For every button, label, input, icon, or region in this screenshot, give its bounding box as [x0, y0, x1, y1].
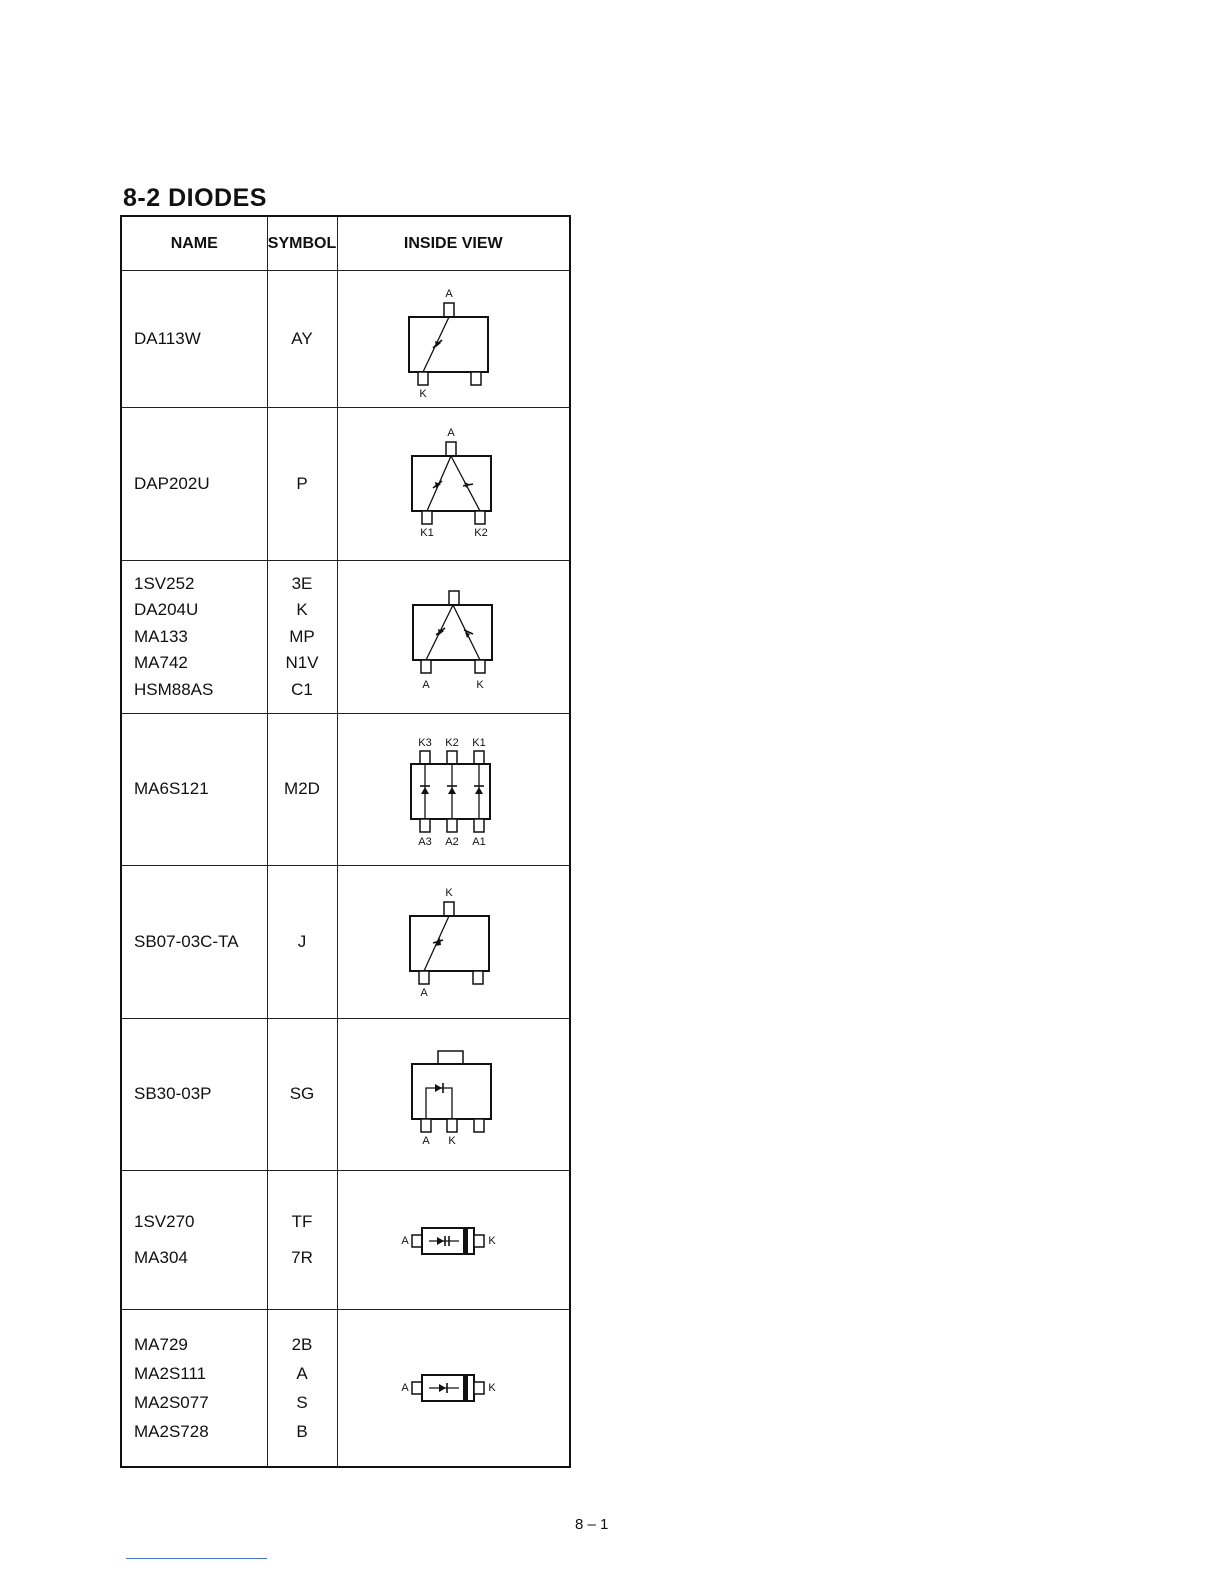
part-symbol: S	[296, 1392, 308, 1412]
section-title: 8-2 DIODES	[123, 184, 267, 212]
pin-label-bottom-left: K1	[420, 527, 434, 539]
sot323-dual-series-diagram	[393, 575, 513, 699]
part-name: SB07-03C-TA	[134, 931, 239, 951]
sot323-dual-common-anode-diagram	[393, 422, 513, 546]
pin-label-right: K	[488, 1235, 496, 1247]
table-row	[121, 866, 570, 1019]
part-name: HSM88AS	[134, 679, 214, 699]
part-symbol: N1V	[285, 653, 319, 673]
symbol-cell	[267, 408, 337, 561]
pin-label-right: K	[488, 1381, 496, 1394]
pin-label-bottom-right: K	[476, 679, 484, 691]
name-cell	[121, 271, 267, 408]
symbol-cell	[267, 866, 337, 1019]
part-symbol: B	[296, 1421, 308, 1441]
symbol-cell	[267, 271, 337, 408]
part-name: MA729	[134, 1334, 188, 1354]
table-header-row	[121, 216, 570, 271]
part-symbol: MP	[289, 626, 315, 646]
inside-view-cell	[337, 714, 570, 866]
part-name: DA113W	[134, 328, 201, 348]
table-row	[121, 1310, 570, 1467]
part-symbol: SG	[289, 1084, 315, 1104]
part-name: SB30-03P	[134, 1084, 212, 1104]
pin-label-bottom-2: K	[448, 1134, 456, 1147]
pin-label-top-2: K2	[445, 736, 459, 749]
pin-label-bottom-left: A	[422, 679, 430, 691]
header-name: NAME	[121, 216, 267, 271]
pin-label-bottom-left: K	[419, 388, 427, 400]
part-symbol: TF	[291, 1212, 313, 1231]
pin-label-top-1: K3	[418, 736, 432, 749]
inside-view-cell	[337, 1019, 570, 1171]
part-symbol: 3E	[291, 573, 313, 593]
four-pin-schottky-diagram	[393, 1033, 513, 1157]
part-symbol: K	[296, 600, 308, 620]
pin-label-bottom-2: A2	[445, 835, 459, 848]
footer-divider	[126, 1558, 267, 1559]
pin-label-left: A	[401, 1381, 409, 1394]
pin-label-top: A	[445, 288, 453, 300]
diodes-table	[120, 215, 571, 1468]
table-row	[121, 1019, 570, 1171]
pin-label-bottom-right: K2	[474, 527, 488, 539]
symbol-cell	[267, 1019, 337, 1171]
part-name: DAP202U	[134, 473, 210, 493]
part-name: MA304	[134, 1248, 188, 1267]
table-row	[121, 1171, 570, 1310]
table-row	[121, 714, 570, 866]
pin-label-top-3: K1	[472, 736, 486, 749]
part-symbol: AY	[291, 328, 313, 348]
inside-view-cell	[337, 408, 570, 561]
part-name: 1SV270	[134, 1212, 195, 1231]
pin-label-bottom-left: A	[420, 987, 428, 999]
pin-label-left: A	[401, 1235, 409, 1247]
inside-view-cell	[337, 271, 570, 408]
part-symbol: J	[297, 931, 307, 951]
header-inside-view: INSIDE VIEW	[337, 216, 570, 271]
sot323-single-diode-k-top-diagram	[393, 880, 513, 1004]
pin-label-top: K	[445, 887, 453, 899]
symbol-cell	[267, 1171, 337, 1310]
part-name: MA742	[134, 653, 188, 673]
part-symbol: 2B	[291, 1334, 313, 1354]
part-symbol: M2D	[284, 779, 320, 799]
name-cell	[121, 1171, 267, 1310]
inside-view-cell	[337, 561, 570, 714]
name-cell	[121, 866, 267, 1019]
inside-view-cell	[337, 1171, 570, 1310]
table-row	[121, 408, 570, 561]
part-name: MA2S111	[134, 1363, 207, 1383]
part-name: 1SV252	[134, 573, 195, 593]
part-name: MA2S077	[134, 1392, 209, 1412]
sot323-single-diode-diagram	[393, 277, 513, 401]
inside-view-cell	[337, 1310, 570, 1467]
header-symbol: SYMBOL	[267, 216, 337, 271]
name-cell	[121, 561, 267, 714]
part-name: DA204U	[134, 600, 199, 620]
symbol-cell	[267, 561, 337, 714]
page-number: 8 – 1	[575, 1516, 609, 1533]
inside-view-cell	[337, 866, 570, 1019]
name-cell	[121, 408, 267, 561]
part-name: MA133	[134, 626, 188, 646]
pin-label-bottom-3: A1	[472, 835, 486, 848]
part-symbol: C1	[291, 679, 313, 699]
part-symbol: P	[296, 473, 308, 493]
pin-label-bottom-1: A	[422, 1134, 430, 1147]
axial-diode-diagram	[393, 1326, 513, 1450]
table-row	[121, 271, 570, 408]
symbol-cell	[267, 714, 337, 866]
name-cell	[121, 1019, 267, 1171]
table-row	[121, 561, 570, 714]
part-symbol: A	[296, 1363, 308, 1383]
name-cell	[121, 1310, 267, 1467]
name-cell	[121, 714, 267, 866]
part-name: MA6S121	[134, 779, 209, 799]
six-pin-triple-diode-diagram	[393, 728, 513, 852]
pin-label-bottom-1: A3	[418, 835, 432, 848]
part-symbol: 7R	[291, 1248, 313, 1267]
pin-label-top: A	[447, 427, 455, 439]
part-name: MA2S728	[134, 1421, 209, 1441]
axial-varactor-diagram	[393, 1178, 513, 1302]
symbol-cell	[267, 1310, 337, 1467]
